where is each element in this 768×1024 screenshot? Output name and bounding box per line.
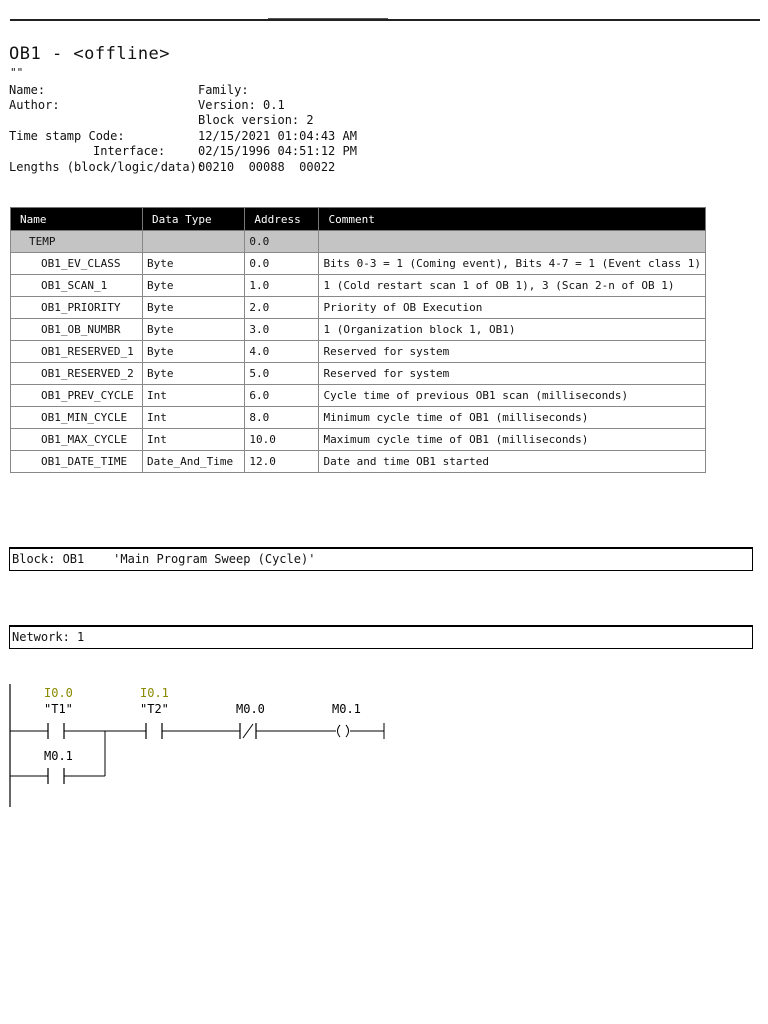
cell-data-type: Byte [143,275,245,297]
contact2-address: I0.1 [140,686,169,700]
contact-nc-icon [240,723,256,739]
coil-address: M0.1 [332,702,361,716]
temp-row [11,231,706,253]
cell-data-type: Int [143,407,245,429]
cell-address: 0.0 [245,253,319,275]
contact2-symbol: "T2" [140,702,169,716]
cell-comment: Reserved for system [319,341,706,363]
cell-comment: Bits 0-3 = 1 (Coming event), Bits 4-7 = 1 (Event class 1) [319,253,706,275]
parallel-contact-address: M0.1 [44,749,73,763]
cell-address: 8.0 [245,407,319,429]
table-row [11,341,706,363]
temp-name: TEMP [11,231,143,253]
block-comment-quotes: "" [10,66,24,79]
lengths-label: Lengths (block/logic/data): [9,160,205,174]
cell-address: 4.0 [245,341,319,363]
block-version: Block version: 2 [198,113,314,127]
interface-value: 02/15/1996 04:51:12 PM [198,144,357,158]
cell-comment: Maximum cycle time of OB1 (milliseconds) [319,429,706,451]
cell-comment: 1 (Cold restart scan 1 of OB 1), 3 (Scan 2-n of OB 1) [319,275,706,297]
column-header-name: Name [11,208,143,231]
cell-comment: Priority of OB Execution [319,297,706,319]
cell-comment: Cycle time of previous OB1 scan (milliseconds) [319,385,706,407]
cell-comment: Minimum cycle time of OB1 (milliseconds) [319,407,706,429]
cell-comment: 1 (Organization block 1, OB1) [319,319,706,341]
cell-address: 12.0 [245,451,319,473]
network-title-box: Network: 1 [9,625,753,649]
cell-name: OB1_MIN_CYCLE [11,407,143,429]
cell-name: OB1_PREV_CYCLE [11,385,143,407]
contact-no-icon [48,723,64,739]
cell-address: 3.0 [245,319,319,341]
lengths-value: 00210 00088 00022 [198,160,336,174]
interface-label: Interface: [93,144,166,158]
cell-name: OB1_DATE_TIME [11,451,143,473]
name-label: Name: [9,83,46,97]
cell-address: 2.0 [245,297,319,319]
cell-name: OB1_RESERVED_1 [11,341,143,363]
contact1-address: I0.0 [44,686,73,700]
block-title-box: Block: OB1 'Main Program Sweep (Cycle)' [9,547,753,571]
table-row [11,385,706,407]
cell-data-type: Byte [143,253,245,275]
cell-data-type: Byte [143,319,245,341]
top-rule-mark [268,18,388,19]
cell-data-type: Byte [143,341,245,363]
column-header-data-type: Data Type [143,208,245,231]
cell-data-type: Date_And_Time [143,451,245,473]
cell-comment: Date and time OB1 started [319,451,706,473]
cell-data-type: Int [143,385,245,407]
cell-data-type: Byte [143,363,245,385]
cell-data-type: Int [143,429,245,451]
temp-comment [319,231,706,253]
variable-table [10,207,706,473]
top-rule [10,19,760,21]
family-label: Family: [198,83,249,97]
contact-no-icon [146,723,162,739]
cell-address: 5.0 [245,363,319,385]
cell-name: OB1_RESERVED_2 [11,363,143,385]
page-title: OB1 - <offline> [9,44,171,64]
cell-address: 10.0 [245,429,319,451]
temp-type [143,231,245,253]
table-row [11,363,706,385]
cell-address: 1.0 [245,275,319,297]
cell-name: OB1_PRIORITY [11,297,143,319]
table-row [11,253,706,275]
table-row [11,297,706,319]
column-header-comment: Comment [319,208,706,231]
cell-address: 6.0 [245,385,319,407]
version-label: Version: 0.1 [198,98,285,112]
temp-address: 0.0 [245,231,319,253]
cell-name: OB1_SCAN_1 [11,275,143,297]
cell-comment: Reserved for system [319,363,706,385]
cell-name: OB1_EV_CLASS [11,253,143,275]
column-header-address: Address [245,208,319,231]
table-row [11,451,706,473]
table-row [11,275,706,297]
contact3-address: M0.0 [236,702,265,716]
cell-data-type: Byte [143,297,245,319]
cell-name: OB1_MAX_CYCLE [11,429,143,451]
table-row [11,429,706,451]
timestamp-code: 12/15/2021 01:04:43 AM [198,129,357,143]
ladder-diagram [0,676,768,816]
timestamp-label: Time stamp Code: [9,129,125,143]
author-label: Author: [9,98,60,112]
cell-name: OB1_OB_NUMBR [11,319,143,341]
contact1-symbol: "T1" [44,702,73,716]
contact-no-icon [48,768,64,784]
table-row [11,319,706,341]
table-header-row [11,208,706,231]
coil-icon [338,725,349,737]
table-row [11,407,706,429]
